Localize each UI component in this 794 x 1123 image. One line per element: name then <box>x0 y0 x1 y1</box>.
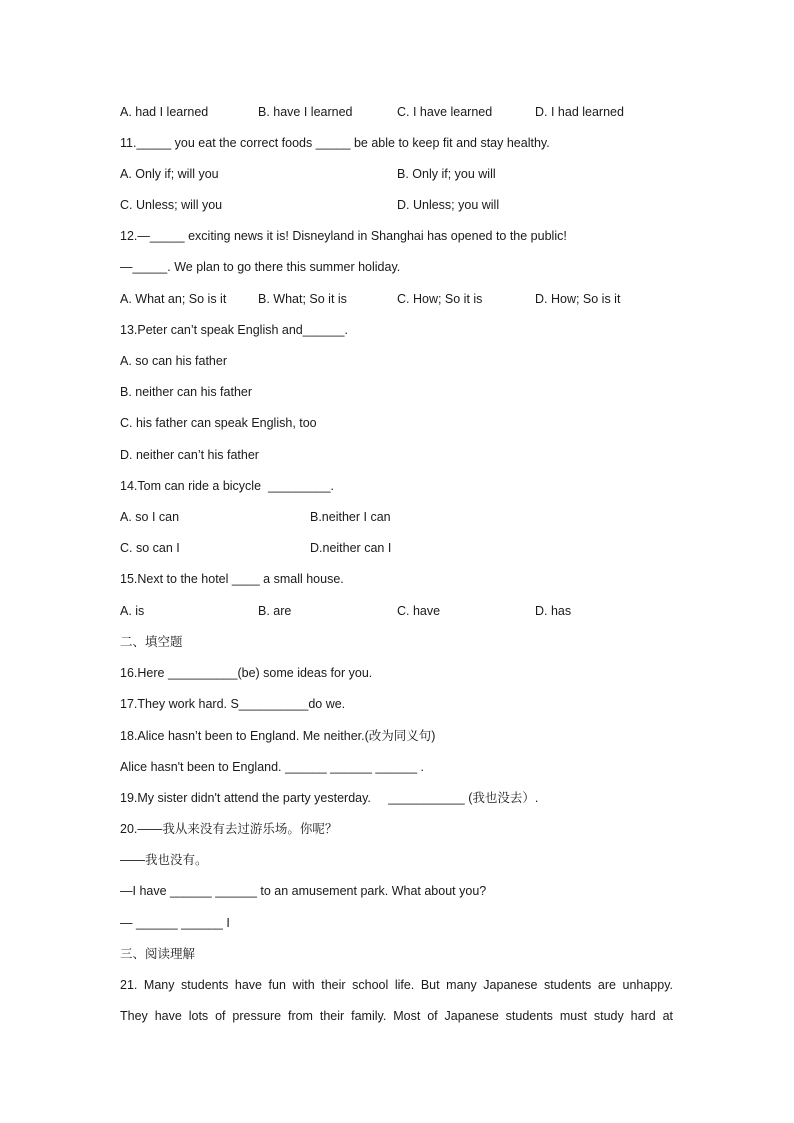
q11-option-c: C. Unless; will you <box>120 198 223 212</box>
q12-option-a: A. What an; So is it <box>120 292 227 306</box>
q10-option-b: B. have I learned <box>258 105 353 119</box>
q12-option-c: C. How; So it is <box>397 292 483 306</box>
q14-option-c: C. so can I <box>120 541 180 555</box>
q14-stem: 14.Tom can ride a bicycle _________. <box>120 479 335 493</box>
q21-passage-line-2: They have lots of pressure from their family. Most of Japanese students must study hard at <box>120 1009 673 1023</box>
section-heading-reading: 三、阅读理解 <box>120 947 196 961</box>
q10-options <box>120 104 680 120</box>
section-heading-fill-in: 二、填空题 <box>120 635 183 649</box>
q11-stem: 11._____ you eat the correct foods _____ be able to keep fit and stay healthy. <box>120 136 550 150</box>
q18-answer-line: Alice hasn't been to England. ______ ______ ______ . <box>120 760 425 774</box>
q12-option-b: B. What; So it is <box>258 292 347 306</box>
q14-option-d: D.neither can I <box>310 541 392 555</box>
q14-option-b: B.neither I can <box>310 510 391 524</box>
q15-option-a: A. is <box>120 604 145 618</box>
q13-option-d: D. neither can’t his father <box>120 448 259 462</box>
q14-options-row2 <box>120 540 680 556</box>
q12-stem: 12.—_____ exciting news it is! Disneyland in Shanghai has opened to the public! <box>120 229 567 243</box>
q13-option-b: B. neither can his father <box>120 385 253 399</box>
q20-line-en: —I have ______ ______ to an amusement park. What about you? <box>120 884 487 898</box>
q18-stem: 18.Alice hasn’t been to England. Me neither.(改为同义句) <box>120 729 436 743</box>
q10-option-a: A. had I learned <box>120 105 209 119</box>
q11-option-d: D. Unless; you will <box>397 198 500 212</box>
q13-option-a: A. so can his father <box>120 354 228 368</box>
q15-option-d: D. has <box>535 604 572 618</box>
q16-stem: 16.Here __________(be) some ideas for you. <box>120 666 373 680</box>
q12-option-d: D. How; So is it <box>535 292 621 306</box>
q20-reply-en: — ______ ______ I <box>120 916 230 930</box>
q20-prompt: 20.——我从来没有去过游乐场。你呢？ <box>120 822 338 836</box>
q10-option-d: D. I had learned <box>535 105 624 119</box>
q15-stem: 15.Next to the hotel ____ a small house. <box>120 572 344 586</box>
q13-stem: 13.Peter can’t speak English and______. <box>120 323 348 337</box>
q17-stem: 17.They work hard. S__________do we. <box>120 697 346 711</box>
q15-options <box>120 603 680 619</box>
q14-options-row1 <box>120 509 680 525</box>
q10-option-c: C. I have learned <box>397 105 493 119</box>
q19-stem: 19.My sister didn't attend the party yesterday. ___________ (我也没去）. <box>120 791 539 805</box>
q11-option-a: A. Only if; will you <box>120 167 219 181</box>
q11-options-row2 <box>120 197 680 213</box>
q12-options <box>120 291 680 307</box>
q11-option-b: B. Only if; you will <box>397 167 496 181</box>
q12-reply: —_____. We plan to go there this summer holiday. <box>120 260 401 274</box>
q21-passage-line-1: 21. Many students have fun with their school life. But many Japanese students are unhappy. <box>120 978 673 992</box>
q20-reply-cn: ——我也没有。 <box>120 853 208 867</box>
q15-option-c: C. have <box>397 604 441 618</box>
q13-option-c: C. his father can speak English, too <box>120 416 317 430</box>
q11-options-row1 <box>120 166 680 182</box>
q14-option-a: A. so I can <box>120 510 180 524</box>
q15-option-b: B. are <box>258 604 292 618</box>
